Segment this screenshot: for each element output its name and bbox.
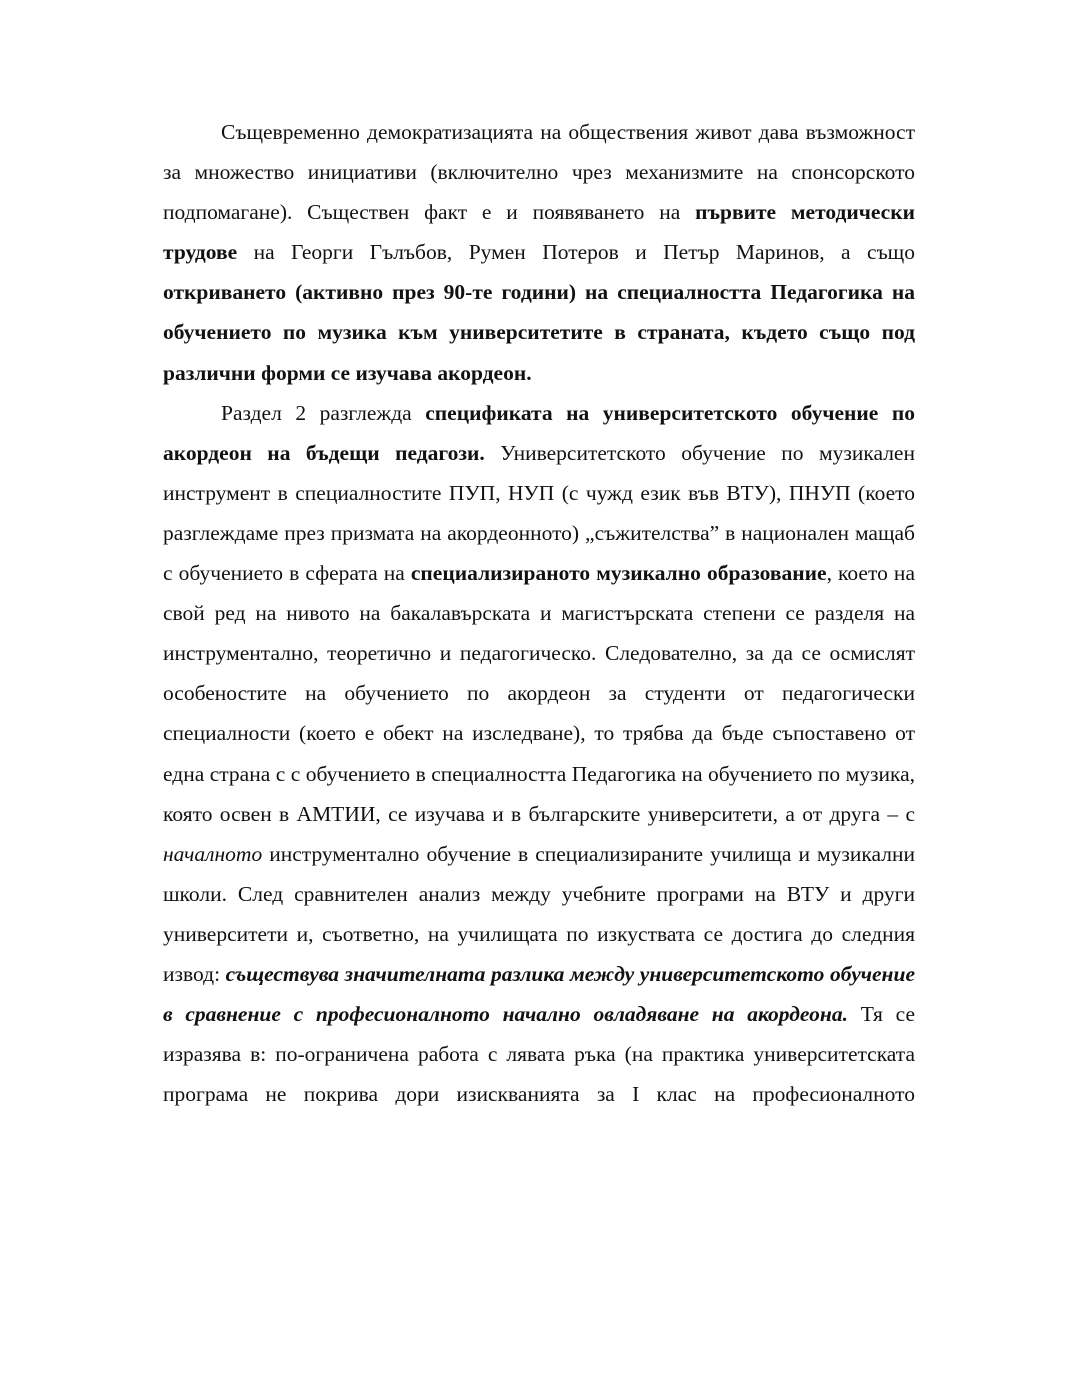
bold-run: специализираното музикално образование	[410, 561, 827, 586]
paragraph-2	[163, 393, 915, 1115]
text-run: на Георги Гълъбов, Румен Потеров и Петър Маринов, а също	[237, 240, 915, 265]
text-run: Раздел 2 разглежда	[221, 400, 426, 425]
bold-run: откриването (активно през 90-те години) на специалността Педагогика на обучението по музика към университетите в страната, където също под различни форми се изучава акордеон.	[163, 280, 915, 385]
paragraph-1	[163, 112, 915, 393]
text-run: Университетското обучение по музикален инструмент в специалностите ПУП, НУП (с чужд език във ВТУ), ПНУП (което разглеждаме през призмата на акордеонното) „съжителства” в национален мащаб с обучението в сферата на	[163, 440, 915, 586]
italic-run: началното	[163, 841, 263, 866]
bold-italic-run: съществува значителната разлика между университетското обучение в сравнение с професионалното начално овладяване на акордеона.	[163, 961, 915, 1027]
bold-run: първите методически трудове	[163, 200, 915, 265]
text-run: Тя се изразява в: по-ограничена работа с лявата ръка (на практика университетската програма не покрива дори изискванията за I клас на професионалното	[163, 1002, 915, 1107]
bold-run: спецификата на университетското обучение по акордеон на бъдещи педагози.	[163, 400, 915, 465]
text-run: инструментално обучение в специализираните училища и музикални школи. След сравнителен анализ между учебните програми на ВТУ и други университети и, съответно, на училищата по изкуствата се достига до следния извод:	[163, 841, 915, 986]
text-run: , което на свой ред на нивото на бакалавърската и магистърската степени се разделя на инструментално, теоретично и педагогическо. Следователно, за да се осмислят особеностите на обучението по акордеон за студенти от педагогически специалности (което е обект на изследване), то трябва да бъде съпоставено от една страна с с обучението в специалността Педагогика на обучението по музика, която освен в АМТИИ, се изучава и в българските университети, а от друга – с	[163, 561, 915, 826]
body-text	[163, 112, 915, 1114]
text-run: Същевременно демократизацията на обществения живот дава възможност за множество инициативи (включително чрез механизмите на спонсорското подпомагане). Съществен факт е и появяването на	[163, 120, 915, 225]
